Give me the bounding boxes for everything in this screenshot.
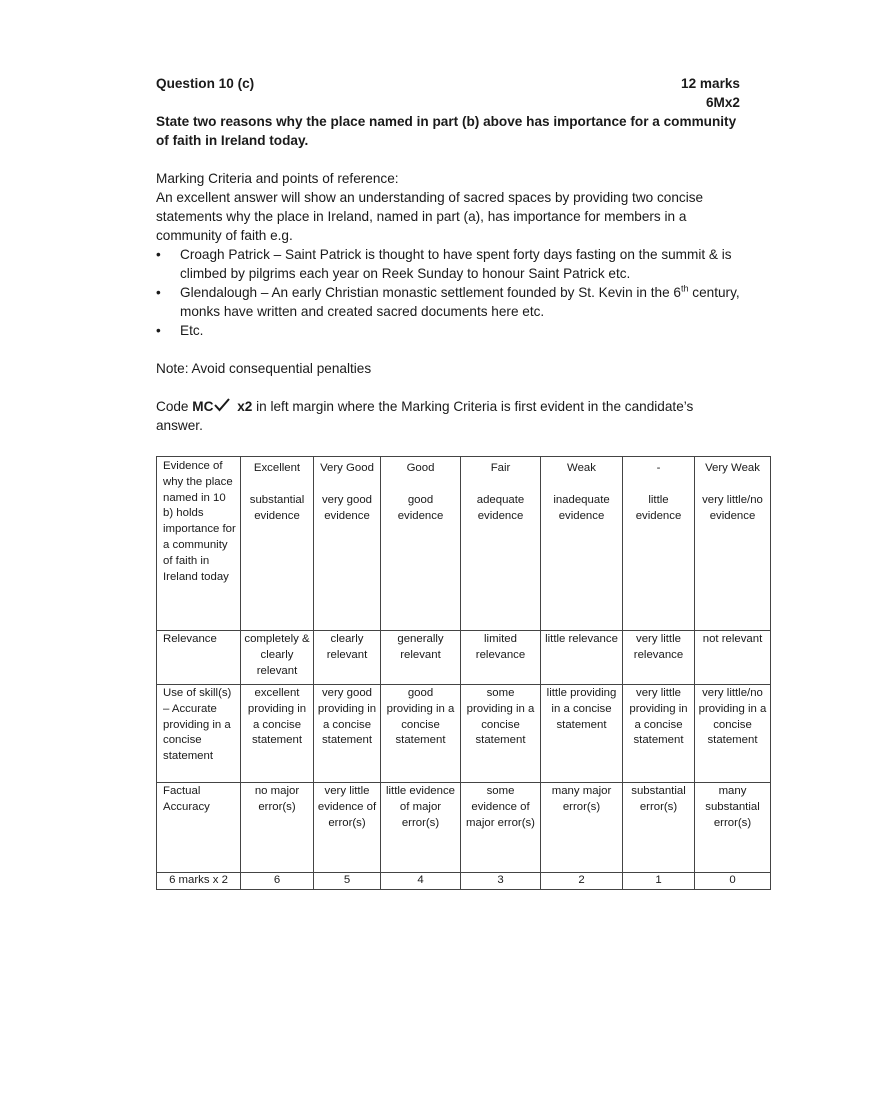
rubric-cell: good providing in a concise statement <box>381 685 461 783</box>
rubric-cell-text: little evidence <box>635 494 682 522</box>
marking-scheme-page <box>156 74 740 435</box>
rubric-row-label: Relevance <box>157 631 241 685</box>
code-multiplier: x2 <box>233 399 253 414</box>
rubric-score: 6 <box>241 873 314 890</box>
criteria-item-text-rest: century, monks have written and created sacred documents here etc. <box>180 285 740 319</box>
rubric-row-label: Factual Accuracy <box>157 783 241 873</box>
rubric-cell: substantial error(s) <box>623 783 695 873</box>
criteria-heading: Marking Criteria and points of reference: <box>156 171 399 186</box>
rubric-cell-text: good evidence <box>397 494 444 522</box>
rubric-row-label: 6 marks x 2 <box>157 873 241 890</box>
rubric-cell: little evidence of major error(s) <box>381 783 461 873</box>
code-instruction <box>156 397 740 435</box>
criteria-item-text: Etc. <box>180 323 204 338</box>
rubric-cell: clearly relevant <box>314 631 381 685</box>
rubric-cell: many major error(s) <box>541 783 623 873</box>
bullet-icon: • <box>156 323 161 338</box>
code-prefix: Code <box>156 399 193 414</box>
rubric-cell <box>381 457 461 631</box>
question-title: Question 10 (c) <box>156 76 255 91</box>
grade-label: - <box>656 462 661 474</box>
rubric-cell-text: very little/no evidence <box>702 494 763 522</box>
code-suffix: in left margin where the Marking Criteria is first evident in the candidate’s answer. <box>156 399 694 433</box>
criteria-intro: An excellent answer will show an understanding of sacred spaces by providing two concise statements why the place in Ireland, named in part (a), has importance for members in a community of faith e.g. <box>156 190 704 243</box>
rubric-cell: limited relevance <box>461 631 541 685</box>
rubric-row-label: Evidence of why the place named in 10 b) holds importance for a community of faith in Ireland today <box>157 457 241 631</box>
criteria-item <box>156 283 740 321</box>
rubric-score: 2 <box>541 873 623 890</box>
rubric-cell: many substantial error(s) <box>695 783 771 873</box>
grade-label: Good <box>406 462 435 474</box>
rubric-cell-text: adequate evidence <box>476 494 525 522</box>
criteria-item-text: Croagh Patrick – Saint Patrick is thought to have spent forty days fasting on the summit & is climbed by pilgrims each year on Reek Sunday to honour Saint Patrick etc. <box>180 247 732 281</box>
superscript: th <box>681 283 689 294</box>
question-marks: 12 marks <box>681 76 740 91</box>
rubric-cell <box>695 457 771 631</box>
rubric-cell <box>314 457 381 631</box>
grade-label: Fair <box>490 462 511 474</box>
grade-label: Excellent <box>253 462 301 474</box>
rubric-cell <box>461 457 541 631</box>
criteria-list <box>156 245 740 340</box>
rubric-cell <box>241 457 314 631</box>
rubric-cell: completely & clearly relevant <box>241 631 314 685</box>
rubric-row-total <box>157 873 771 890</box>
rubric-row-evidence <box>157 457 771 631</box>
rubric-row-skills <box>157 685 771 783</box>
criteria-item-text: Glendalough – An early Christian monastic settlement founded by St. Kevin in the 6 <box>180 285 681 300</box>
rubric-cell: very little/no providing in a concise statement <box>695 685 771 783</box>
rubric-cell: excellent providing in a concise statement <box>241 685 314 783</box>
rubric-cell-text: very good evidence <box>321 494 373 522</box>
rubric-score: 1 <box>623 873 695 890</box>
bullet-icon: • <box>156 247 161 262</box>
code-mc: MC <box>192 399 214 414</box>
rubric-cell <box>541 457 623 631</box>
marks-breakdown: 6Mx2 <box>705 95 740 110</box>
criteria-item <box>156 321 740 340</box>
rubric-cell: no major error(s) <box>241 783 314 873</box>
note: Note: Avoid consequential penalties <box>156 361 372 376</box>
rubric-score: 0 <box>695 873 771 890</box>
rubric-cell-text: substantial evidence <box>249 494 305 522</box>
rubric-score: 4 <box>381 873 461 890</box>
criteria-item <box>156 245 740 283</box>
rubric-cell: very little relevance <box>623 631 695 685</box>
rubric-cell: little relevance <box>541 631 623 685</box>
grade-label: Very Good <box>320 462 374 474</box>
rubric-cell: some evidence of major error(s) <box>461 783 541 873</box>
rubric-cell: some providing in a concise statement <box>461 685 541 783</box>
grade-label: Weak <box>567 462 596 474</box>
rubric-cell: very good providing in a concise statement <box>314 685 381 783</box>
question-header <box>156 74 740 93</box>
rubric-cell: generally relevant <box>381 631 461 685</box>
rubric-cell: little providing in a concise statement <box>541 685 623 783</box>
rubric-row-relevance <box>157 631 771 685</box>
rubric-row-factual <box>157 783 771 873</box>
rubric-cell: not relevant <box>695 631 771 685</box>
rubric-score: 5 <box>314 873 381 890</box>
checkmark-icon <box>214 398 230 412</box>
rubric-score: 3 <box>461 873 541 890</box>
rubric-row-label: Use of skill(s) – Accurate providing in a concise statement <box>157 685 241 783</box>
bullet-icon: • <box>156 285 161 300</box>
marking-rubric-table <box>156 456 771 890</box>
rubric-cell-text: inadequate evidence <box>553 494 610 522</box>
rubric-cell <box>623 457 695 631</box>
rubric-cell: very little evidence of error(s) <box>314 783 381 873</box>
question-prompt: State two reasons why the place named in part (b) above has importance for a community of faith in Ireland today. <box>156 114 737 148</box>
rubric-cell: very little providing in a concise statement <box>623 685 695 783</box>
grade-label: Very Weak <box>705 462 760 474</box>
